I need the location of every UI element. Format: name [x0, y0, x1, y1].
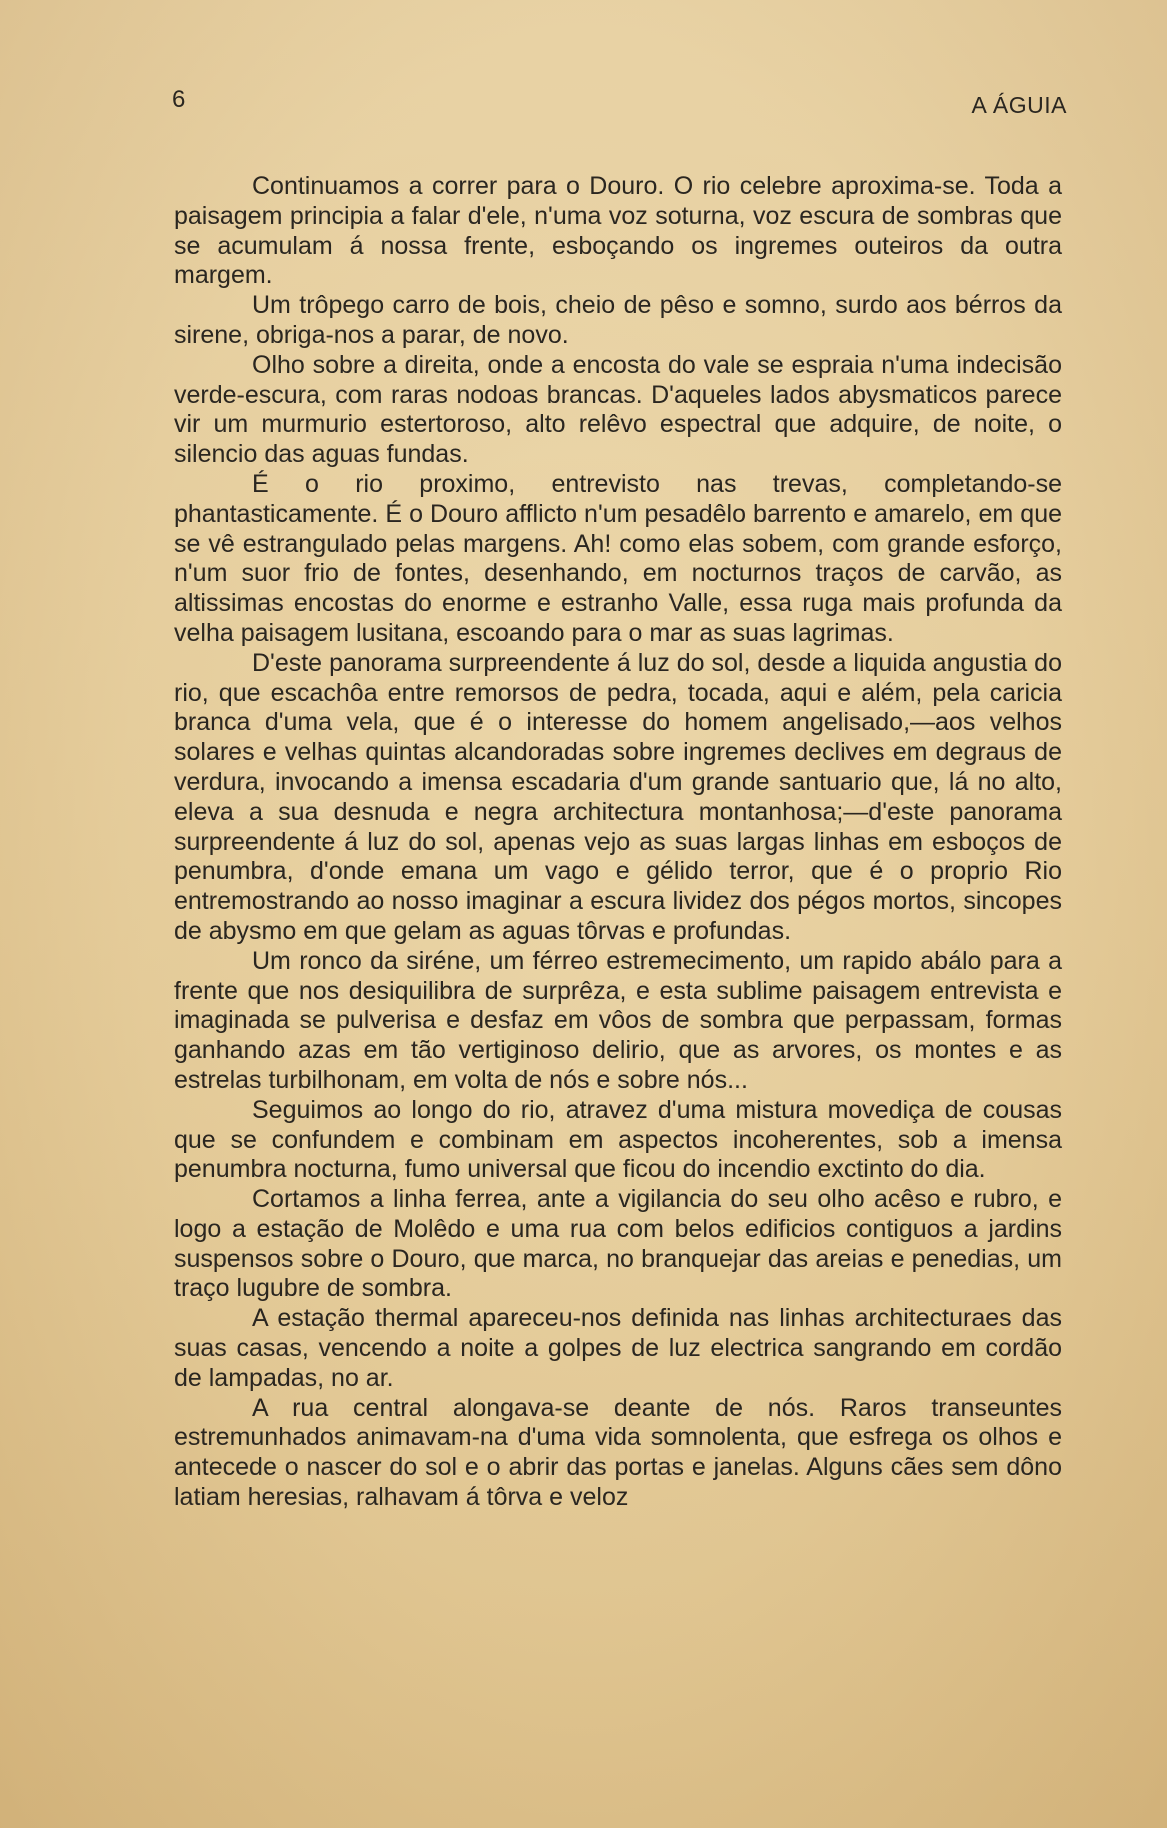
paragraph: Um ronco da siréne, um férreo estremecimento, um rapido abálo para a frente que nos desiquilibra de surprêza, e esta sublime paisagem entrevista e imaginada se pulverisa e desfaz em vôos de sombra que perpassam, formas ganhando azas em tão vertiginoso delirio, que as arvores, os montes e as estrelas turbilhonam, em volta de nós e sobre nós... [174, 946, 1062, 1094]
paragraph: A estação thermal apareceu-nos definida nas linhas architecturaes das suas casas, vencendo a noite a golpes de luz electrica sangrando em cordão de lampadas, no ar. [174, 1304, 1062, 1392]
paragraph: Cortamos a linha ferrea, ante a vigilancia do seu olho acêso e rubro, e logo a estação de Molêdo e uma rua com belos edificios contiguos a jardins suspensos sobre o Douro, que marca, no branquejar das areias e penedias, um traço lugubre de sombra. [174, 1185, 1062, 1303]
page-number: 6 [172, 86, 186, 113]
running-head: A ÁGUIA [971, 92, 1067, 118]
paragraph: A rua central alongava-se deante de nós. Raros transeuntes estremunhados animavam-na d'uma vida somnolenta, que esfrega os olhos e antecede o nascer do sol e o abrir das portas e janelas. Alguns cães sem dôno latiam heresias, ralhavam á tôrva e veloz [174, 1393, 1062, 1512]
paragraph: D'este panorama surpreendente á luz do sol, desde a liquida angustia do rio, que escachôa entre remorsos de pedra, tocada, aqui e além, pela caricia branca d'uma vela, que é o interesse do homem angelisado,—aos velhos solares e velhas quintas alcandoradas sobre ingremes declives em degraus de verdura, invocando a imensa escadaria d'um grande santuario que, lá no alto, eleva a sua desnuda e negra architectura montanhosa;—d'este panorama surpreendente á luz do sol, apenas vejo as suas largas linhas em esboços de penumbra, d'onde emana um vago e gélido terror, que é o proprio Rio entremostrando ao nosso imaginar a escura lividez dos pégos mortos, sincopes de abysmo em que gelam as aguas tôrvas e profundas. [174, 648, 1062, 945]
body-text [174, 172, 1062, 1513]
paragraph: Continuamos a correr para o Douro. O rio celebre aproxima-se. Toda a paisagem principia a falar d'ele, n'uma voz soturna, voz escura de sombras que se acumulam á nossa frente, esboçando os ingremes outeiros da outra margem. [174, 172, 1062, 290]
paragraph: Seguimos ao longo do rio, atravez d'uma mistura movediça de cousas que se confundem e combinam em aspectos incoherentes, sob a imensa penumbra nocturna, fumo universal que ficou do incendio exctinto do dia. [174, 1095, 1062, 1184]
paragraph: Olho sobre a direita, onde a encosta do vale se espraia n'uma indecisão verde-escura, com raras nodoas brancas. D'aqueles lados abysmaticos parece vir um murmurio estertoroso, alto relêvo espectral que adquire, de noite, o silencio das aguas fundas. [174, 350, 1062, 469]
paragraph: É o rio proximo, entrevisto nas trevas, completando-se phantasticamente. É o Douro afflicto n'um pesadêlo barrento e amarelo, em que se vê estrangulado pelas margens. Ah! como elas sobem, com grande esforço, n'um suor frio de fontes, desenhando, em nocturnos traços de carvão, as altissimas encostas do enorme e estranho Valle, essa ruga mais profunda da velha paisagem lusitana, escoando para o mar as suas lagrimas. [174, 469, 1062, 647]
paragraph: Um trôpego carro de bois, cheio de pêso e somno, surdo aos bérros da sirene, obriga-nos a parar, de novo. [174, 291, 1062, 349]
